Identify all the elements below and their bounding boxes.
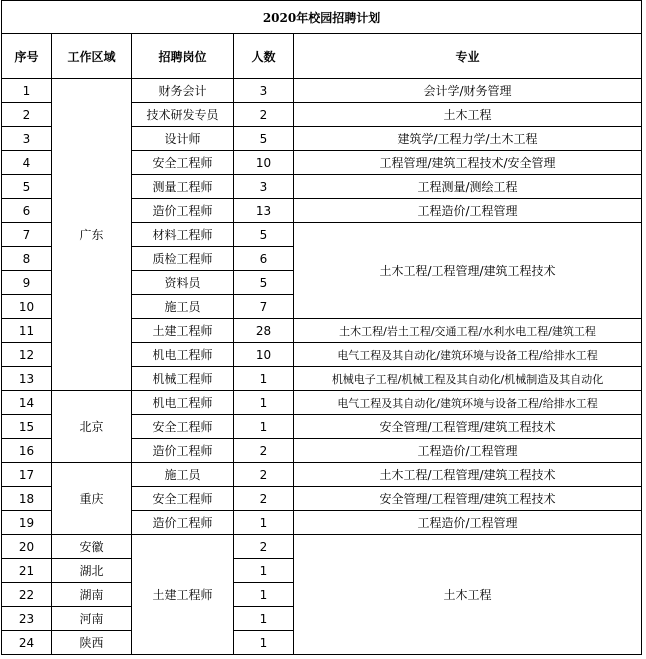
count-cell: 1 [234,583,294,607]
row-no: 15 [2,415,52,439]
count-cell: 5 [234,223,294,247]
recruitment-plan-table [1,0,642,655]
row-no: 6 [2,199,52,223]
row-no: 20 [2,535,52,559]
table-row [2,463,642,487]
position-cell: 施工员 [132,295,234,319]
row-no: 5 [2,175,52,199]
position-cell: 材料工程师 [132,223,234,247]
row-no: 12 [2,343,52,367]
row-no: 22 [2,583,52,607]
row-no: 2 [2,103,52,127]
row-no: 14 [2,391,52,415]
count-cell: 2 [234,535,294,559]
major-cell: 安全管理/工程管理/建筑工程技术 [294,487,642,511]
row-no: 3 [2,127,52,151]
header-count: 人数 [234,34,294,79]
major-cell: 电气工程及其自动化/建筑环境与设备工程/给排水工程 [294,391,642,415]
major-cell: 工程造价/工程管理 [294,199,642,223]
count-cell: 1 [234,631,294,655]
table-title: 2020年校园招聘计划 [2,1,642,34]
position-cell: 安全工程师 [132,415,234,439]
major-cell: 工程造价/工程管理 [294,511,642,535]
major-cell: 工程造价/工程管理 [294,439,642,463]
count-cell: 3 [234,175,294,199]
count-cell: 2 [234,103,294,127]
major-cell: 土木工程/工程管理/建筑工程技术 [294,463,642,487]
row-no: 11 [2,319,52,343]
count-cell: 7 [234,295,294,319]
row-no: 19 [2,511,52,535]
position-cell: 造价工程师 [132,199,234,223]
position-cell: 机械工程师 [132,367,234,391]
position-cell: 机电工程师 [132,343,234,367]
row-no: 10 [2,295,52,319]
position-cell: 设计师 [132,127,234,151]
position-cell: 造价工程师 [132,511,234,535]
row-no: 4 [2,151,52,175]
count-cell: 5 [234,271,294,295]
count-cell: 5 [234,127,294,151]
major-cell: 机械电子工程/机械工程及其自动化/机械制造及其自动化 [294,367,642,391]
count-cell: 2 [234,487,294,511]
count-cell: 1 [234,367,294,391]
row-no: 23 [2,607,52,631]
position-cell: 安全工程师 [132,487,234,511]
row-no: 24 [2,631,52,655]
count-cell: 1 [234,415,294,439]
row-no: 8 [2,247,52,271]
count-cell: 3 [234,79,294,103]
table-row [2,79,642,103]
major-cell: 土木工程 [294,103,642,127]
count-cell: 13 [234,199,294,223]
major-cell: 土木工程 [294,535,642,655]
position-cell: 技术研发专员 [132,103,234,127]
count-cell: 10 [234,151,294,175]
region-cell: 广东 [52,79,132,391]
position-cell: 质检工程师 [132,247,234,271]
count-cell: 1 [234,391,294,415]
position-cell: 财务会计 [132,79,234,103]
major-cell: 工程管理/建筑工程技术/安全管理 [294,151,642,175]
count-cell: 1 [234,607,294,631]
row-no: 16 [2,439,52,463]
count-cell: 28 [234,319,294,343]
region-cell: 安徽 [52,535,132,559]
table-row [2,391,642,415]
position-cell: 安全工程师 [132,151,234,175]
count-cell: 10 [234,343,294,367]
count-cell: 1 [234,559,294,583]
header-major: 专业 [294,34,642,79]
header-no: 序号 [2,34,52,79]
header-position: 招聘岗位 [132,34,234,79]
region-cell: 湖南 [52,583,132,607]
count-cell: 1 [234,511,294,535]
position-cell: 施工员 [132,463,234,487]
position-cell: 测量工程师 [132,175,234,199]
header-region: 工作区域 [52,34,132,79]
table-row [2,535,642,559]
major-cell: 会计学/财务管理 [294,79,642,103]
region-cell: 重庆 [52,463,132,535]
count-cell: 2 [234,439,294,463]
position-cell: 造价工程师 [132,439,234,463]
row-no: 21 [2,559,52,583]
row-no: 9 [2,271,52,295]
row-no: 17 [2,463,52,487]
region-cell: 河南 [52,607,132,631]
count-cell: 6 [234,247,294,271]
row-no: 1 [2,79,52,103]
major-cell: 土木工程/岩土工程/交通工程/水利水电工程/建筑工程 [294,319,642,343]
major-cell: 土木工程/工程管理/建筑工程技术 [294,223,642,319]
position-cell: 土建工程师 [132,319,234,343]
position-cell: 资料员 [132,271,234,295]
region-cell: 湖北 [52,559,132,583]
major-cell: 电气工程及其自动化/建筑环境与设备工程/给排水工程 [294,343,642,367]
position-cell: 土建工程师 [132,535,234,655]
row-no: 13 [2,367,52,391]
row-no: 7 [2,223,52,247]
major-cell: 安全管理/工程管理/建筑工程技术 [294,415,642,439]
major-cell: 工程测量/测绘工程 [294,175,642,199]
region-cell: 北京 [52,391,132,463]
major-cell: 建筑学/工程力学/土木工程 [294,127,642,151]
row-no: 18 [2,487,52,511]
region-cell: 陕西 [52,631,132,655]
position-cell: 机电工程师 [132,391,234,415]
count-cell: 2 [234,463,294,487]
